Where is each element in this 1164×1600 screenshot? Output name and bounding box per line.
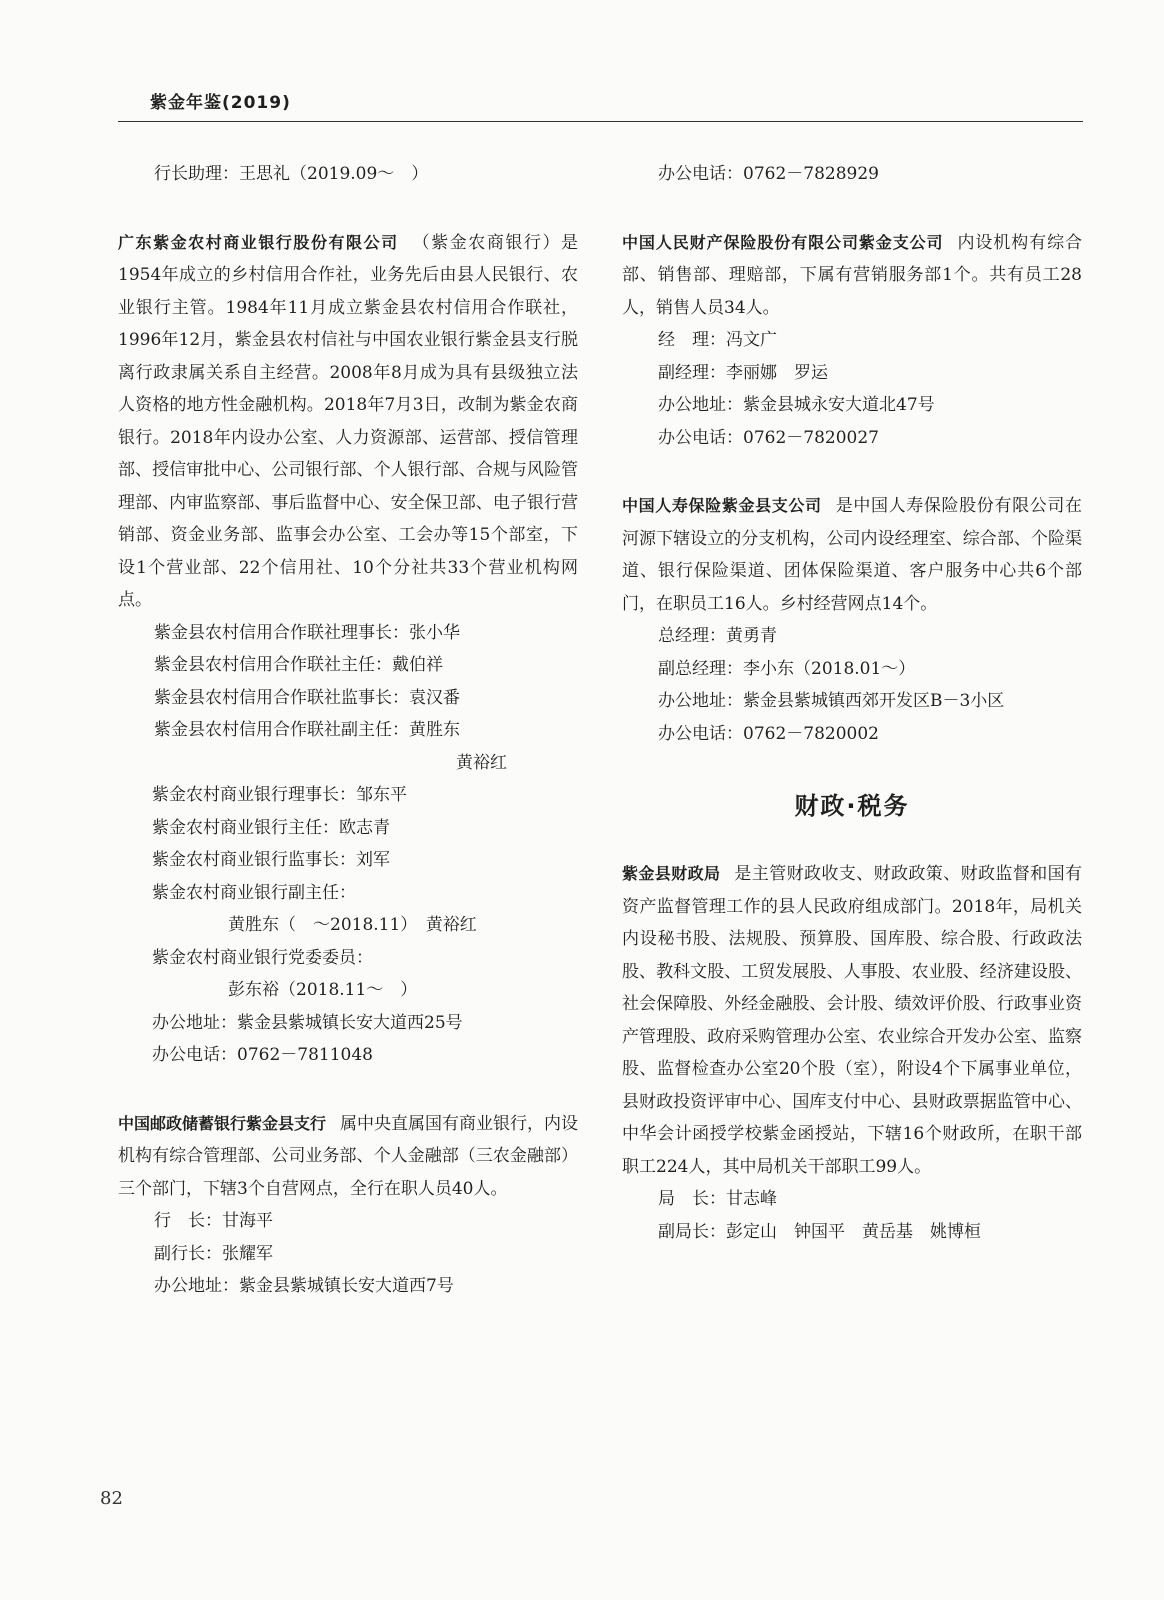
address-line: 办公地址：紫金县紫城镇长安大道西25号 (152, 1012, 463, 1033)
picc-org-name: 中国人民财产保险股份有限公司紫金支公司 (622, 232, 944, 252)
party-committee-member: 彭东裕（2018.11～ ） (228, 980, 418, 1000)
finance-org-name: 紫金县财政局 (622, 864, 721, 883)
staff-line: 行 长：甘海平 (154, 1211, 273, 1231)
address-line: 办公地址：紫金县城永安大道北47号 (658, 395, 935, 415)
party-committee-label: 紫金农村商业银行党委委员： (152, 947, 373, 968)
picc-paragraph (622, 227, 1082, 325)
header-title: 紫金年鉴(2019) (150, 93, 291, 113)
clic-body: 是中国人寿保险股份有限公司在河源下辖设立的分支机构，公司内设经理室、综合部、个险渠道、银行保险渠道、团体保险渠道、客户服务中心共6个部门，在职员工16人。乡村经营网点14个。 (622, 496, 1082, 614)
spacer (622, 826, 1082, 858)
gdnsh-body: （紫金农商银行）是1954年成立的乡村信用合作社，业务先后由县人民银行、农业银行主管。1984年11月成立紫金县农村信用合作联社，1996年12月，紫金县农村信社与中国农业银行紫金县支行脱离行政隶属关系自主经营。2008年8月成为具有县级独立法人资格的地方性金融机构。2018年7月3日，改制为紫金农商银行。2018年内设办公室、人力资源部、运营部、授信管理部、授信审批中心、公司银行部、个人银行部、合规与风险管理部、内审监察部、事后监督中心、安全保卫部、电子银行营销部、资金业务部、监事会办公室、工会办等15个部室，下设1个营业部、22个信用社、10个分社共33个营业机构网点。 (118, 232, 578, 610)
vice-director-names: 黄胜东（ ～2018.11） 黄裕红 (228, 915, 477, 935)
psbc-body: 属中央直属国有商业银行，内设机构有综合管理部、公司业务部、个人金融部（三农金融部）三个部门，下辖3个自营网点，全行在职人员40人。 (118, 1113, 579, 1199)
finance-body: 是主管财政收支、财政政策、财政监督和国有资产监督管理工作的县人民政府组成部门。2018年，局机关内设秘书股、法规股、预算股、国库股、综合股、行政政法股、教科文股、工贸发展股、人事股、农业股、经济建设股、社会保障股、外经金融股、会计股、绩效评价股、行政事业资产管理股、政府采购管理办公室、农业综合开发办公室、监察股、监督检查办公室20个股（室），附设4个下属事业单位，县财政投资评审中心、国库支付中心、县财政票据监管中心、中华会计函授学校紫金函授站，下辖16个财政所，在职干部职工224人，其中局机关干部职工99人。 (622, 864, 1082, 1177)
psbc-paragraph (118, 1108, 578, 1206)
spacer (118, 191, 578, 227)
staff-line: 总经理：黄勇青 (658, 626, 777, 646)
staff-line: 副总经理：李小东（2018.01～） (658, 658, 916, 679)
staff-line: 紫金农村商业银行副主任： (152, 882, 356, 903)
staff-line: 紫金县农村信用合作联社主任：戴伯祥 (154, 655, 443, 675)
spacer (622, 454, 1082, 490)
staff-line: 紫金农村商业银行主任：欧志青 (152, 817, 390, 838)
page-number: 82 (100, 1488, 123, 1509)
spacer (622, 750, 1082, 786)
staff-line: 经 理：冯文广 (658, 330, 777, 350)
gdnsh-paragraph (118, 227, 578, 617)
phone-line: 办公电话：0762－7820002 (658, 723, 879, 744)
staff-line: 紫金农村商业银行理事长：邹东平 (152, 785, 407, 805)
finance-paragraph (622, 858, 1082, 1183)
staff-line: 紫金县农村信用合作联社监事长：袁汉番 (154, 687, 460, 708)
assistant-president-line: 行长助理：王思礼（2019.09～ ） (154, 164, 429, 184)
spacer (622, 191, 1082, 227)
gdnsh-org-name: 广东紫金农村商业银行股份有限公司 (118, 232, 399, 252)
header-rule (118, 121, 1083, 122)
staff-line: 紫金农村商业银行监事长：刘军 (152, 850, 390, 870)
phone-line: 办公电话：0762－7828929 (658, 164, 879, 184)
staff-line: 紫金县农村信用合作联社理事长：张小华 (154, 622, 460, 643)
staff-line: 局 长：甘志峰 (658, 1189, 777, 1209)
staff-line-continuation: 黄裕红 (456, 752, 507, 773)
psbc-org-name: 中国邮政储蓄银行紫金县支行 (118, 1113, 327, 1133)
section-title: 财政·税务 (794, 792, 910, 820)
staff-line: 紫金县农村信用合作联社副主任：黄胜东 (154, 720, 460, 740)
address-line: 办公地址：紫金县紫城镇长安大道西7号 (154, 1276, 454, 1296)
phone-line: 办公电话：0762－7820027 (658, 427, 879, 448)
clic-org-name: 中国人寿保险紫金县支公司 (622, 496, 822, 515)
picc-body: 内设机构有综合部、销售部、理赔部，下属有营销服务部1个。共有员工28人，销售人员34人。 (622, 232, 1082, 318)
phone-line: 办公电话：0762－7811048 (152, 1045, 373, 1065)
clic-paragraph (622, 490, 1082, 620)
staff-line: 副行长：张耀军 (154, 1243, 273, 1264)
left-column (118, 158, 578, 1303)
spacer (118, 1072, 578, 1108)
address-line: 办公地址：紫金县紫城镇西郊开发区B－3小区 (658, 691, 1005, 711)
staff-line: 副局长：彭定山 钟国平 黄岳基 姚博桓 (658, 1221, 981, 1242)
staff-line: 副经理：李丽娜 罗运 (658, 362, 828, 383)
right-column (622, 158, 1082, 1248)
